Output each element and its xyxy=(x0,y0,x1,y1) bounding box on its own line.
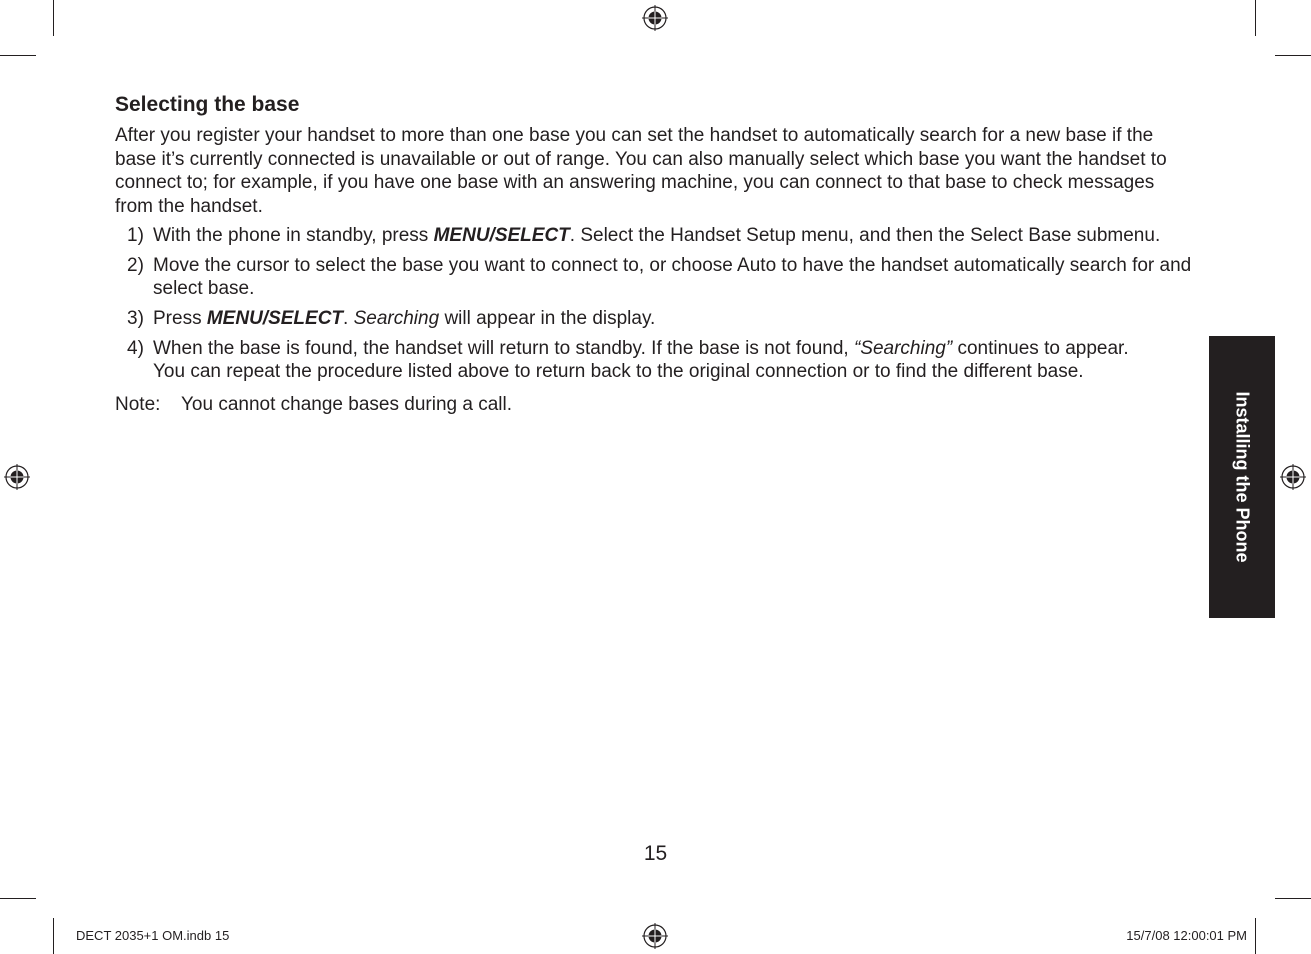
slug-timestamp: 15/7/08 12:00:01 PM xyxy=(1126,928,1247,943)
registration-mark-top-icon xyxy=(642,5,668,31)
step-text: Move the cursor to select the base you want to connect to, or choose Auto to have the handset automatically search for and select base. xyxy=(153,255,1192,299)
step-number: 2) xyxy=(127,255,144,276)
crop-mark-bottom-left-h xyxy=(0,898,36,899)
step-text: . xyxy=(343,308,354,329)
step-text: With the phone in standby, press xyxy=(153,225,434,246)
step-item xyxy=(115,224,1195,247)
registration-mark-left-icon xyxy=(4,464,30,490)
menu-select-key: MENU/SELECT xyxy=(206,308,344,329)
section-content xyxy=(115,92,1195,416)
crop-mark-bottom-right-h xyxy=(1275,898,1311,899)
registration-mark-bottom-icon xyxy=(642,923,668,949)
registration-mark-right-icon xyxy=(1280,464,1306,490)
page-number: 15 xyxy=(643,842,668,865)
intro-paragraph: After you register your handset to more than one base you can set the handset to automatically search for a new base if the base it’s currently connected is unavailable or out of range. You can also manually select which base you want the handset to connect to; for example, if you have one base with an answering machine, you can connect to that base to check messages from the handset. xyxy=(115,125,1167,217)
crop-mark-bottom-right xyxy=(1255,918,1256,954)
chapter-tab-label: Installing the Phone xyxy=(1232,391,1253,563)
chapter-tab xyxy=(1209,336,1275,618)
note xyxy=(115,393,1195,416)
slug-filename: DECT 2035+1 OM.indb 15 xyxy=(76,928,230,943)
step-number: 4) xyxy=(127,338,144,359)
step-item xyxy=(115,254,1195,300)
step-text: Press xyxy=(153,308,207,329)
display-message: “Searching” xyxy=(853,338,953,359)
note-text: You cannot change bases during a call. xyxy=(181,394,512,415)
crop-mark-top-left-h xyxy=(0,55,36,56)
crop-mark-bottom-left xyxy=(53,918,54,954)
step-text: When the base is found, the handset will return to standby. If the base is not found, xyxy=(153,338,854,359)
step-number: 3) xyxy=(127,308,144,329)
step-text: will appear in the display. xyxy=(439,308,656,329)
step-text: continues to appear. You can repeat the procedure listed above to return back to the original connection or to find the different base. xyxy=(153,338,1129,382)
step-number: 1) xyxy=(127,225,144,246)
crop-mark-top-right xyxy=(1255,0,1256,36)
step-item xyxy=(115,337,1143,383)
steps-list xyxy=(115,224,1195,383)
display-message: Searching xyxy=(353,308,440,329)
step-text: . Select the Handset Setup menu, and then the Select Base submenu. xyxy=(569,225,1161,246)
section-title: Selecting the base xyxy=(115,93,300,116)
crop-mark-top-left xyxy=(53,0,54,36)
step-item xyxy=(115,307,1195,330)
menu-select-key: MENU/SELECT xyxy=(433,225,570,246)
note-label: Note: xyxy=(115,394,161,415)
crop-mark-top-right-h xyxy=(1275,55,1311,56)
